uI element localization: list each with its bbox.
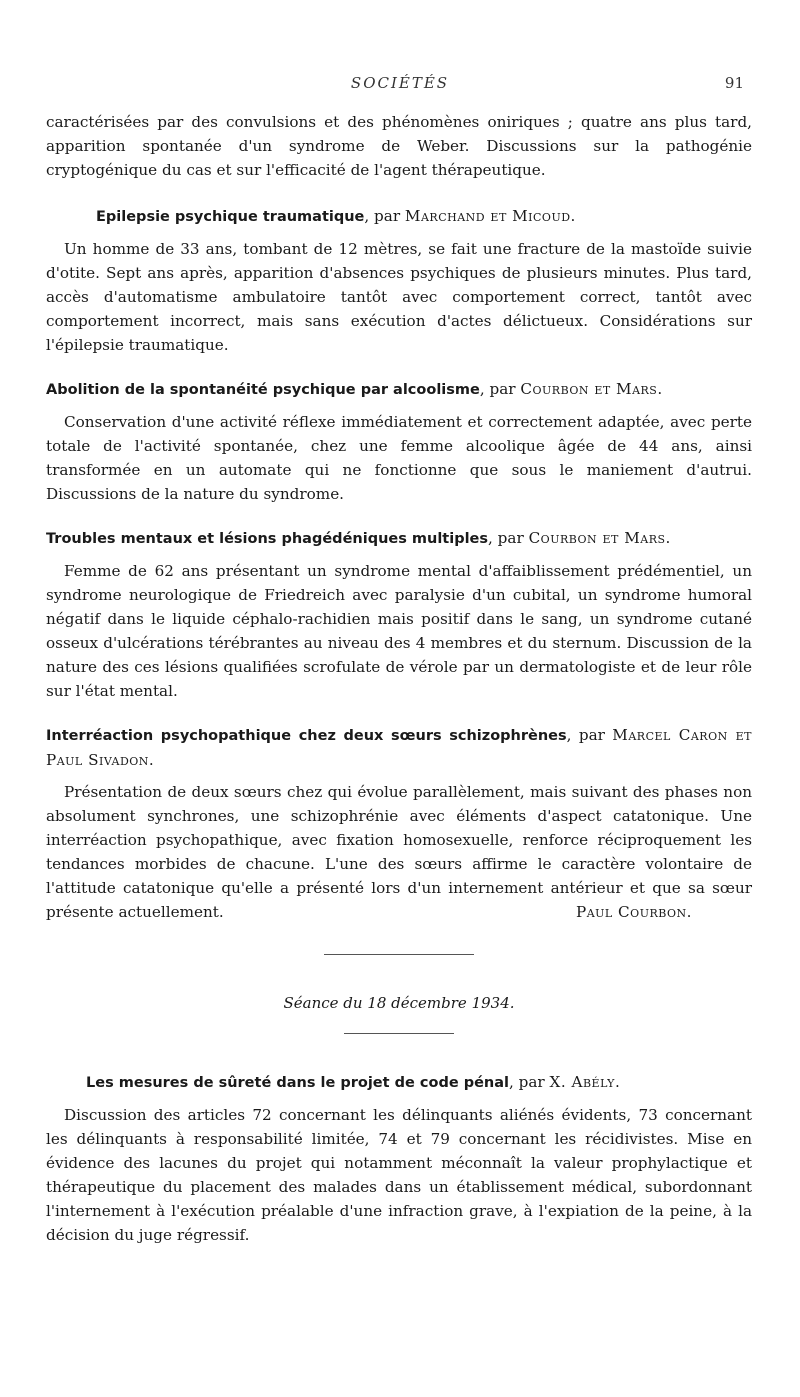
page-number: 91 bbox=[724, 74, 744, 92]
article-by: , par bbox=[566, 726, 613, 744]
article-authors: Marchand et Micoud. bbox=[404, 207, 576, 225]
article-authors: Marcel Caron et Paul Sivadon. bbox=[46, 726, 752, 769]
article-title: Abolition de la spontanéité psychique par alcoolisme bbox=[46, 382, 480, 398]
article-title: Epilepsie psychique traumatique bbox=[96, 209, 365, 225]
article-authors: X. Abély. bbox=[549, 1073, 621, 1091]
article-by: , par bbox=[364, 207, 405, 225]
section-divider bbox=[324, 954, 474, 955]
section-divider-short bbox=[344, 1033, 454, 1034]
session-heading: Séance du 18 décembre 1934. bbox=[283, 994, 515, 1012]
continued-paragraph: caractérisées par des convulsions et des phénomènes oniriques ; quatre ans plus tard, apparition spontanée d'un syndrome de Weber. Discussions sur la pathogénie cryptogénique du cas et sur l'efficacité de l'agent thérapeutique. bbox=[46, 113, 752, 179]
article-heading bbox=[46, 723, 752, 772]
article-marchand-micoud bbox=[46, 204, 752, 357]
article-heading bbox=[46, 204, 752, 229]
article-caron-sivadon bbox=[46, 723, 752, 924]
article-abstract: Conservation d'une activité réflexe immédiatement et correctement adaptée, avec perte totale de l'activité spontanée, chez une femme alcoolique âgée de 44 ans, ainsi transformée en un automate qui ne fonctionne que sous le maniement d'autrui. Discussions de la nature du syndrome. bbox=[46, 413, 752, 503]
article-abstract: Discussion des articles 72 concernant les délinquants aliénés évidents, 73 concernant les délinquants à responsabilité limitée, 74 et 79 concernant les récidivistes. Mise en évidence des lacunes du projet qui notamment méconnaît la valeur prophylactique et thérapeutique du placement des malades dans un établissement médical, subordonnant l'internement à l'exécution préalable d'une infraction grave, à l'expiation de la peine, à la décision du juge régressif. bbox=[46, 1106, 752, 1244]
article-abstract-text: Présentation de deux sœurs chez qui évolue parallèlement, mais suivant des phases non absolument synchrones, une schizophrénie avec éléments d'aspect catatonique. Une interréaction psychopathique, avec fixation homosexuelle, renforce réciproquement les tendances morbides de chacune. L'une des sœurs affirme le caractère volontaire de l'attitude catatonique qu'elle a présenté lors d'un internement antérieur et que sa sœur présente actuellement. bbox=[46, 783, 752, 921]
article-heading bbox=[46, 377, 752, 402]
signature: Paul Courbon. bbox=[575, 903, 692, 921]
page-body bbox=[46, 110, 752, 1267]
article-courbon-mars-2 bbox=[46, 526, 752, 703]
article-heading bbox=[46, 1070, 752, 1095]
article-by: , par bbox=[479, 380, 521, 398]
article-authors: Courbon et Mars. bbox=[528, 529, 671, 547]
article-courbon-mars-1 bbox=[46, 377, 752, 506]
article-title: Troubles mentaux et lésions phagédéniques multiples bbox=[46, 531, 489, 547]
article-by: , par bbox=[509, 1073, 550, 1091]
running-title: SOCIÉTÉS bbox=[350, 74, 450, 92]
article-abstract: Un homme de 33 ans, tombant de 12 mètres, se fait une fracture de la mastoïde suivie d'otite. Sept ans après, apparition d'absences psychiques de plusieurs minutes. Plus tard, accès d'automatisme ambulatoire tantôt avec comportement correct, tantôt avec comportement incorrect, mais sans exécution d'actes délictueux. Considérations sur l'épilepsie traumatique. bbox=[46, 240, 752, 354]
article-abstract bbox=[46, 780, 752, 924]
article-by: , par bbox=[488, 529, 529, 547]
article-authors: Courbon et Mars. bbox=[520, 380, 663, 398]
article-abely bbox=[46, 1070, 752, 1247]
article-heading bbox=[46, 526, 752, 551]
running-header bbox=[0, 74, 800, 98]
article-title: Les mesures de sûreté dans le projet de code pénal bbox=[86, 1075, 509, 1091]
article-title: Interréaction psychopathique chez deux sœurs schizophrènes bbox=[46, 728, 567, 744]
article-abstract: Femme de 62 ans présentant un syndrome mental d'affaiblissement prédémentiel, un syndrome neurologique de Friedreich avec paralysie d'un cubital, un syndrome humoral négatif dans le liquide céphalo-rachidien mais positif dans le sang, un syndrome cutané osseux d'ulcérations térébrantes au niveau des 4 membres et du sternum. Discussion de la nature des ces lésions qualifiées scrofulate de vérole par un dermatologiste et de leur rôle sur l'état mental. bbox=[46, 562, 752, 700]
